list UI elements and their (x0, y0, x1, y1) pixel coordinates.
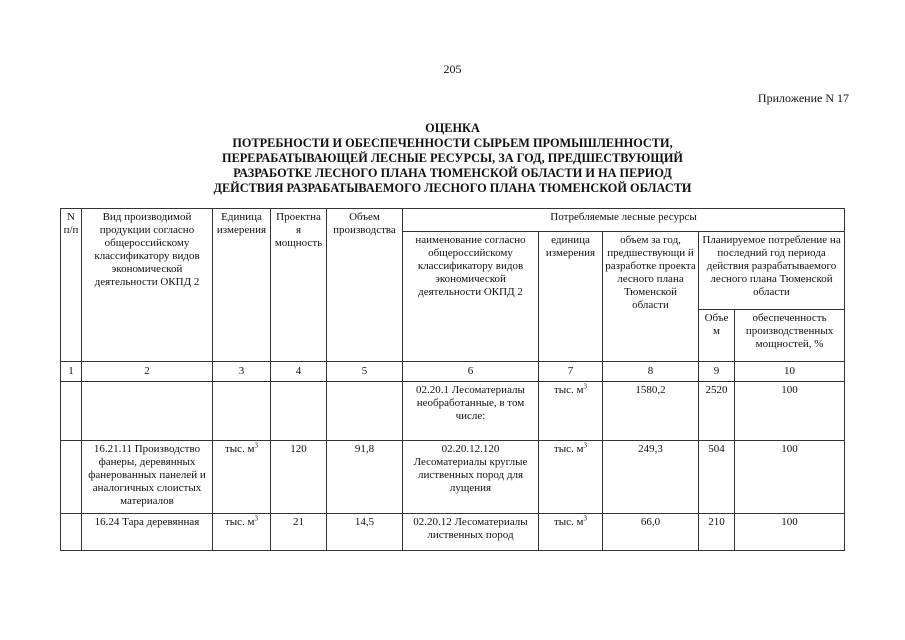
title-line: ПЕРЕРАБАТЫВАЮЩЕЙ ЛЕСНЫЕ РЕСУРСЫ, ЗА ГОД, ПРЕДШЕСТВУЮЩИЙ (222, 151, 683, 165)
cell-volume: 14,5 (327, 514, 403, 551)
appendix-label: Приложение N 17 (757, 91, 849, 105)
cell-res-volume: 249,3 (603, 441, 699, 514)
cell-product (82, 382, 213, 441)
unit-superscript: 3 (254, 441, 259, 450)
column-number: 3 (213, 362, 271, 382)
column-number-row (61, 362, 845, 382)
title-line: ДЕЙСТВИЯ РАЗРАБАТЫВАЕМОГО ЛЕСНОГО ПЛАНА ТЮМЕНСКОЙ ОБЛАСТИ (213, 181, 692, 195)
unit-text: тыс. м (224, 443, 255, 455)
cell-unit (213, 382, 271, 441)
table-row (61, 514, 845, 551)
table-row (61, 382, 845, 441)
unit-text: тыс. м (553, 516, 584, 528)
cell-res-name: 02.20.12.120 Лесоматериалы круглые лиственных пород для лущения (403, 441, 539, 514)
title-line: РАЗРАБОТКЕ ЛЕСНОГО ПЛАНА ТЮМЕНСКОЙ ОБЛАСТИ И НА ПЕРИОД (233, 166, 672, 180)
cell-volume (327, 382, 403, 441)
page-number: 205 (443, 62, 462, 76)
header-res-volume: объем за год, предшествующи й разработке проекта лесного плана Тюменской области (603, 232, 699, 362)
header-planned: Планируемое потребление на последний год периода действия разрабатываемого лесного плана Тюменской области (699, 232, 845, 310)
document-title (160, 121, 745, 196)
cell-res-name: 02.20.12 Лесоматериалы лиственных пород (403, 514, 539, 551)
column-number: 2 (82, 362, 213, 382)
column-number: 8 (603, 362, 699, 382)
unit-text: тыс. м (553, 384, 584, 396)
assessment-table (60, 208, 845, 551)
cell-unit (213, 514, 271, 551)
cell-res-volume: 66,0 (603, 514, 699, 551)
cell-num (61, 441, 82, 514)
header-planned-volume: Объе м (699, 310, 735, 362)
header-volume: Объем производства (327, 209, 403, 362)
cell-res-unit (539, 514, 603, 551)
title-line: ПОТРЕБНОСТИ И ОБЕСПЕЧЕННОСТИ СЫРЬЕМ ПРОМЫШЛЕННОСТИ, (232, 136, 673, 150)
cell-planned-supply: 100 (735, 514, 845, 551)
header-product: Вид производимой продукции согласно общероссийскому классификатору видов экономической деятельности ОКПД 2 (82, 209, 213, 362)
cell-planned-volume: 504 (699, 441, 735, 514)
cell-capacity (271, 382, 327, 441)
header-res-name: наименование согласно общероссийскому классификатору видов экономической деятельности ОКПД 2 (403, 232, 539, 362)
unit-superscript: 3 (583, 382, 588, 391)
column-number: 4 (271, 362, 327, 382)
cell-product: 16.21.11 Производство фанеры, деревянных фанерованных панелей и аналогичных слоистых материалов (82, 441, 213, 514)
cell-res-unit (539, 382, 603, 441)
header-resources: Потребляемые лесные ресурсы (403, 209, 845, 232)
cell-planned-volume: 210 (699, 514, 735, 551)
column-number: 1 (61, 362, 82, 382)
cell-res-unit (539, 441, 603, 514)
cell-unit (213, 441, 271, 514)
header-capacity: Проектна я мощность (271, 209, 327, 362)
cell-volume: 91,8 (327, 441, 403, 514)
column-number: 7 (539, 362, 603, 382)
unit-text: тыс. м (224, 516, 255, 528)
cell-num (61, 382, 82, 441)
header-res-unit: единица измерения (539, 232, 603, 362)
column-number: 5 (327, 362, 403, 382)
cell-res-volume: 1580,2 (603, 382, 699, 441)
unit-text: тыс. м (553, 443, 584, 455)
column-number: 10 (735, 362, 845, 382)
header-unit: Единица измерения (213, 209, 271, 362)
title-line: ОЦЕНКА (425, 121, 480, 135)
column-number: 9 (699, 362, 735, 382)
header-num: N п/п (61, 209, 82, 362)
unit-superscript: 3 (254, 514, 259, 523)
unit-superscript: 3 (583, 441, 588, 450)
header-row-1 (61, 209, 845, 232)
cell-planned-supply: 100 (735, 441, 845, 514)
column-number: 6 (403, 362, 539, 382)
header-planned-supply: обеспеченность производственных мощностей, % (735, 310, 845, 362)
table-row (61, 441, 845, 514)
cell-capacity: 21 (271, 514, 327, 551)
cell-planned-supply: 100 (735, 382, 845, 441)
cell-capacity: 120 (271, 441, 327, 514)
cell-planned-volume: 2520 (699, 382, 735, 441)
cell-res-name: 02.20.1 Лесоматериалы необработанные, в том числе: (403, 382, 539, 441)
unit-superscript: 3 (583, 514, 588, 523)
cell-num (61, 514, 82, 551)
cell-product: 16.24 Тара деревянная (82, 514, 213, 551)
